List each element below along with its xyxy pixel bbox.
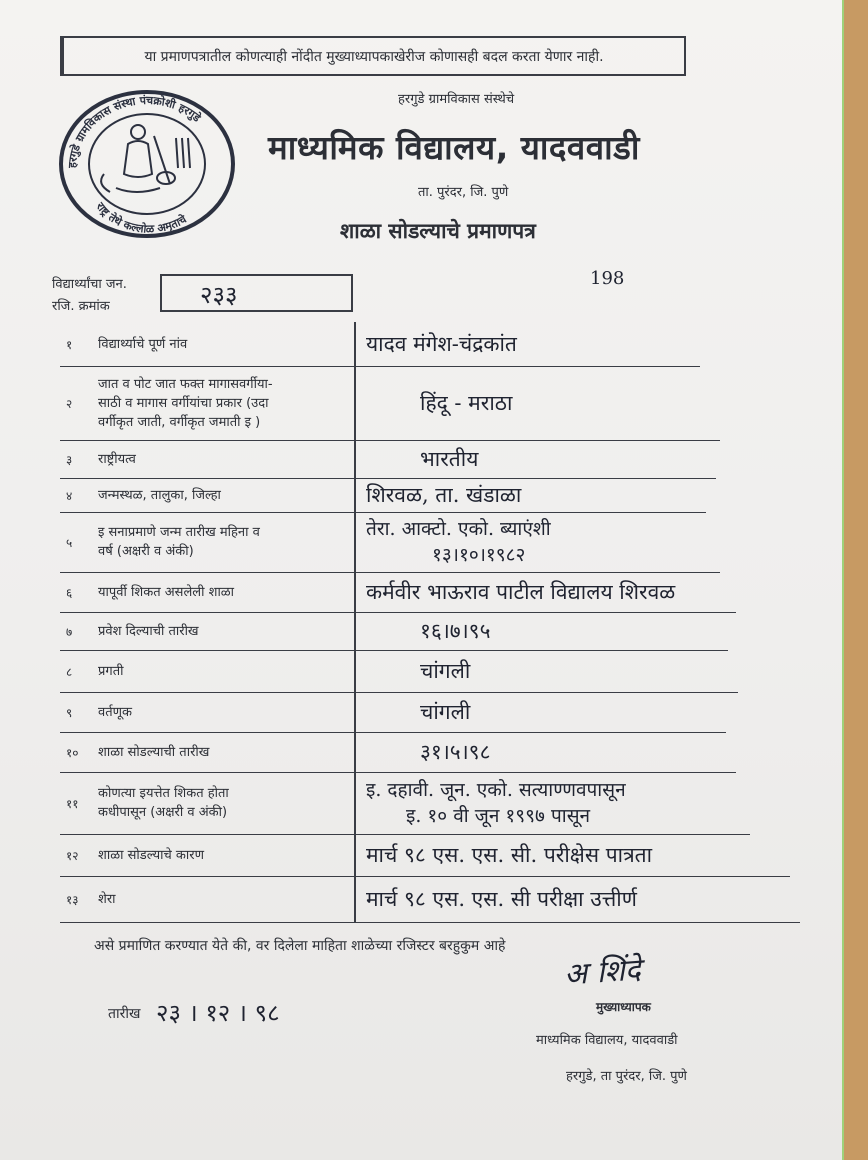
row-number: ११ bbox=[66, 797, 79, 811]
row-value-line: मार्च ९८ एस. एस. सी परीक्षा उत्तीर्ण bbox=[366, 887, 637, 911]
row-number: ५ bbox=[66, 536, 73, 550]
row-value bbox=[420, 617, 491, 645]
principal-title: मुख्याध्यापक bbox=[596, 1000, 651, 1014]
row-value bbox=[366, 777, 626, 829]
row-value bbox=[420, 389, 512, 417]
certificate-title: शाळा सोडल्याचे प्रमाणपत्र bbox=[340, 219, 536, 243]
row-label-line: शेरा bbox=[98, 891, 116, 907]
row-label bbox=[98, 662, 124, 681]
row-number: १३ bbox=[66, 893, 79, 907]
school-location: ता. पुरंदर, जि. पुणे bbox=[418, 185, 509, 200]
row-value-line: तेरा. आक्टो. एको. ब्याएंशी bbox=[366, 518, 551, 540]
row-number: ६ bbox=[66, 586, 73, 600]
row-label-line: वर्ष (अक्षरी व अंकी) bbox=[98, 544, 194, 559]
row-number: १२ bbox=[66, 849, 79, 863]
row-number: ७ bbox=[66, 625, 73, 639]
row-label bbox=[98, 450, 136, 469]
row-label-line: शाळा सोडल्याची तारीख bbox=[98, 744, 210, 760]
row-label-line: कोणत्या इयत्तेत शिकत होता bbox=[98, 786, 229, 801]
row-label bbox=[98, 486, 221, 505]
row-label-line: साठी व मागास वर्गीयांचा प्रकार (उदा bbox=[98, 395, 269, 411]
table-row-divider bbox=[60, 732, 726, 733]
row-value-line: यादव मंगेश-चंद्रकांत bbox=[366, 332, 517, 356]
seal-motto-text: राष्ट्र तेथे कल्लोळ अमृताचे bbox=[93, 199, 189, 236]
wooden-desk-background bbox=[838, 0, 868, 1160]
table-row-divider bbox=[60, 478, 716, 479]
row-value bbox=[366, 885, 637, 913]
row-label-line: इ सनाप्रमाणे जन्म तारीख महिना व bbox=[98, 525, 260, 540]
issue-date-label: तारीख bbox=[108, 1006, 141, 1022]
registration-label-line-2: रजि. क्रमांक bbox=[52, 299, 110, 314]
row-label-line: प्रगती bbox=[98, 663, 124, 679]
row-label-line: प्रवेश दिल्याची तारीख bbox=[98, 623, 199, 639]
row-number: ४ bbox=[66, 489, 73, 503]
table-row-divider bbox=[60, 612, 736, 613]
row-label-line: शाळा सोडल्याचे कारण bbox=[98, 847, 204, 863]
row-label-line: राष्ट्रीयत्व bbox=[98, 451, 136, 467]
row-value-line: शिरवळ, ता. खंडाळा bbox=[366, 483, 522, 507]
seal-ring-text: हरगुडे ग्रामविकास संस्था पंचक्रोशी हरगुडे bbox=[65, 93, 203, 169]
row-value-line: ३१।५।९८ bbox=[420, 740, 491, 764]
row-value bbox=[366, 330, 517, 358]
table-row-divider bbox=[60, 650, 728, 651]
row-label-line: वर्गीकृत जाती, वर्गीकृत जमाती इ ) bbox=[98, 414, 261, 430]
table-row-divider bbox=[60, 692, 738, 693]
row-value-line: इ. १० वी जून १९९७ पासून bbox=[406, 805, 591, 827]
row-number: ८ bbox=[66, 665, 73, 679]
row-value-line: मार्च ९८ एस. एस. सी. परीक्षेस पात्रता bbox=[366, 843, 653, 867]
row-label-line: जात व पोट जात फक्त मागासवर्गीया- bbox=[98, 376, 273, 392]
row-value bbox=[366, 578, 675, 606]
row-label bbox=[98, 622, 199, 641]
row-label-line: यापूर्वी शिकत असलेली शाळा bbox=[98, 584, 235, 600]
table-row-divider bbox=[60, 834, 750, 835]
principal-signature: अ शिंदे bbox=[563, 952, 642, 993]
row-value bbox=[420, 445, 478, 473]
school-seal-stamp bbox=[56, 88, 238, 240]
table-column-divider bbox=[354, 322, 356, 922]
organization-name: हरगुडे ग्रामविकास संस्थेचे bbox=[398, 92, 515, 107]
row-label-line: विद्यार्थ्याचे पूर्ण नांव bbox=[98, 336, 188, 352]
row-value-line: १३।१०।१९८२ bbox=[432, 544, 526, 566]
row-label bbox=[98, 583, 234, 602]
row-value bbox=[420, 657, 470, 685]
certificate-serial-number: 198 bbox=[590, 268, 625, 289]
row-label-line: कधीपासून (अक्षरी व अंकी) bbox=[98, 805, 228, 820]
row-number: ३ bbox=[66, 453, 73, 467]
row-number: १ bbox=[66, 338, 73, 352]
row-label-line: जन्मस्थळ, तालुका, जिल्हा bbox=[98, 487, 221, 503]
registration-number-box bbox=[160, 274, 353, 312]
row-value bbox=[366, 841, 652, 869]
row-label bbox=[98, 784, 229, 822]
row-number: २ bbox=[66, 397, 73, 411]
row-value bbox=[366, 481, 521, 509]
issue-date-value: २३ । १२ । ९८ bbox=[156, 999, 280, 1027]
row-label bbox=[98, 335, 187, 354]
registration-label bbox=[52, 274, 127, 318]
saraswati-emblem-icon bbox=[101, 125, 190, 192]
table-row-divider bbox=[60, 366, 700, 367]
table-row-divider bbox=[60, 922, 800, 923]
notice-banner bbox=[60, 36, 686, 76]
certification-statement: असे प्रमाणित करण्यात येते की, वर दिलेला माहिता शाळेच्या रजिस्टर बरहुकुम आहे bbox=[94, 938, 506, 954]
row-label bbox=[98, 846, 204, 865]
row-value-line: इ. दहावी. जून. एको. सत्याण्णवपासून bbox=[366, 779, 626, 801]
table-row-divider bbox=[60, 572, 720, 573]
row-number: ९ bbox=[66, 706, 73, 720]
row-value-line: चांगली bbox=[420, 659, 471, 683]
row-value-line: हिंदू - मराठा bbox=[420, 391, 513, 415]
row-value-line: भारतीय bbox=[420, 447, 479, 471]
row-number: १० bbox=[66, 746, 79, 760]
table-row-divider bbox=[60, 876, 790, 877]
principal-school-name: माध्यमिक विद्यालय, यादववाडी bbox=[536, 1033, 678, 1048]
row-label bbox=[98, 375, 273, 432]
school-name-heading: माध्यमिक विद्यालय, यादववाडी bbox=[268, 128, 640, 167]
row-label bbox=[98, 743, 209, 762]
row-value bbox=[420, 738, 491, 766]
row-label bbox=[98, 890, 116, 909]
table-row-divider bbox=[60, 512, 706, 513]
row-value bbox=[366, 516, 551, 568]
row-value-line: चांगली bbox=[420, 700, 471, 724]
row-value bbox=[420, 698, 470, 726]
notice-text: या प्रमाणपत्रातील कोणत्याही नोंदीत मुख्याध्यापकाखेरीज कोणासही बदल करता येणार नाही. bbox=[144, 49, 604, 65]
registration-label-line-1: विद्यार्थ्यांचा जन. bbox=[52, 277, 127, 292]
row-label-line: वर्तणूक bbox=[98, 704, 133, 720]
table-row-divider bbox=[60, 772, 736, 773]
row-label bbox=[98, 523, 260, 561]
principal-school-place: हरगुडे, ता पुरंदर, जि. पुणे bbox=[566, 1069, 687, 1084]
row-label bbox=[98, 703, 132, 722]
table-row-divider bbox=[60, 440, 720, 441]
row-value-line: १६।७।९५ bbox=[420, 619, 491, 643]
row-value-line: कर्मवीर भाऊराव पाटील विद्यालय शिरवळ bbox=[366, 580, 676, 604]
registration-number: २३३ bbox=[200, 281, 238, 309]
